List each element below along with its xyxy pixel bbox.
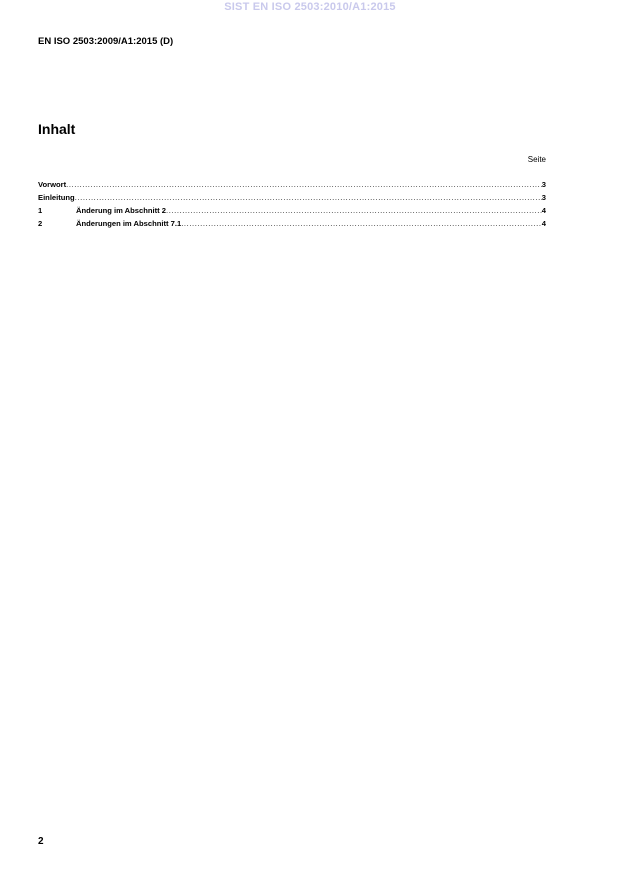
toc-entry-einleitung[interactable] — [38, 191, 546, 204]
table-of-contents — [38, 178, 546, 230]
toc-entry-vorwort[interactable] — [38, 178, 546, 191]
toc-dot-leader — [181, 217, 542, 230]
toc-entry-page: 3 — [541, 193, 546, 202]
toc-entry-page: 4 — [541, 206, 546, 215]
toc-entry-page: 4 — [541, 219, 546, 228]
toc-entry-title: Änderungen im Abschnitt 7.1 — [76, 219, 182, 228]
toc-dot-leader — [75, 191, 542, 204]
toc-dot-leader — [166, 204, 542, 217]
page-number: 2 — [38, 836, 44, 847]
toc-entry-section-2[interactable] — [38, 217, 546, 230]
contents-title: Inhalt — [38, 121, 76, 137]
toc-entry-title: Änderung im Abschnitt 2 — [76, 206, 167, 215]
toc-entry-section-1[interactable] — [38, 204, 546, 217]
toc-entry-number: 2 — [38, 219, 43, 228]
toc-entry-page: 3 — [541, 180, 546, 189]
toc-entry-title: Einleitung — [38, 193, 75, 202]
page-column-label: Seite — [527, 155, 546, 164]
toc-dot-leader — [66, 178, 542, 191]
watermark: SIST EN ISO 2503:2010/A1:2015 — [224, 1, 396, 13]
toc-entry-title: Vorwort — [38, 180, 67, 189]
document-id-header: EN ISO 2503:2009/A1:2015 (D) — [38, 36, 174, 47]
toc-entry-number: 1 — [38, 206, 43, 215]
